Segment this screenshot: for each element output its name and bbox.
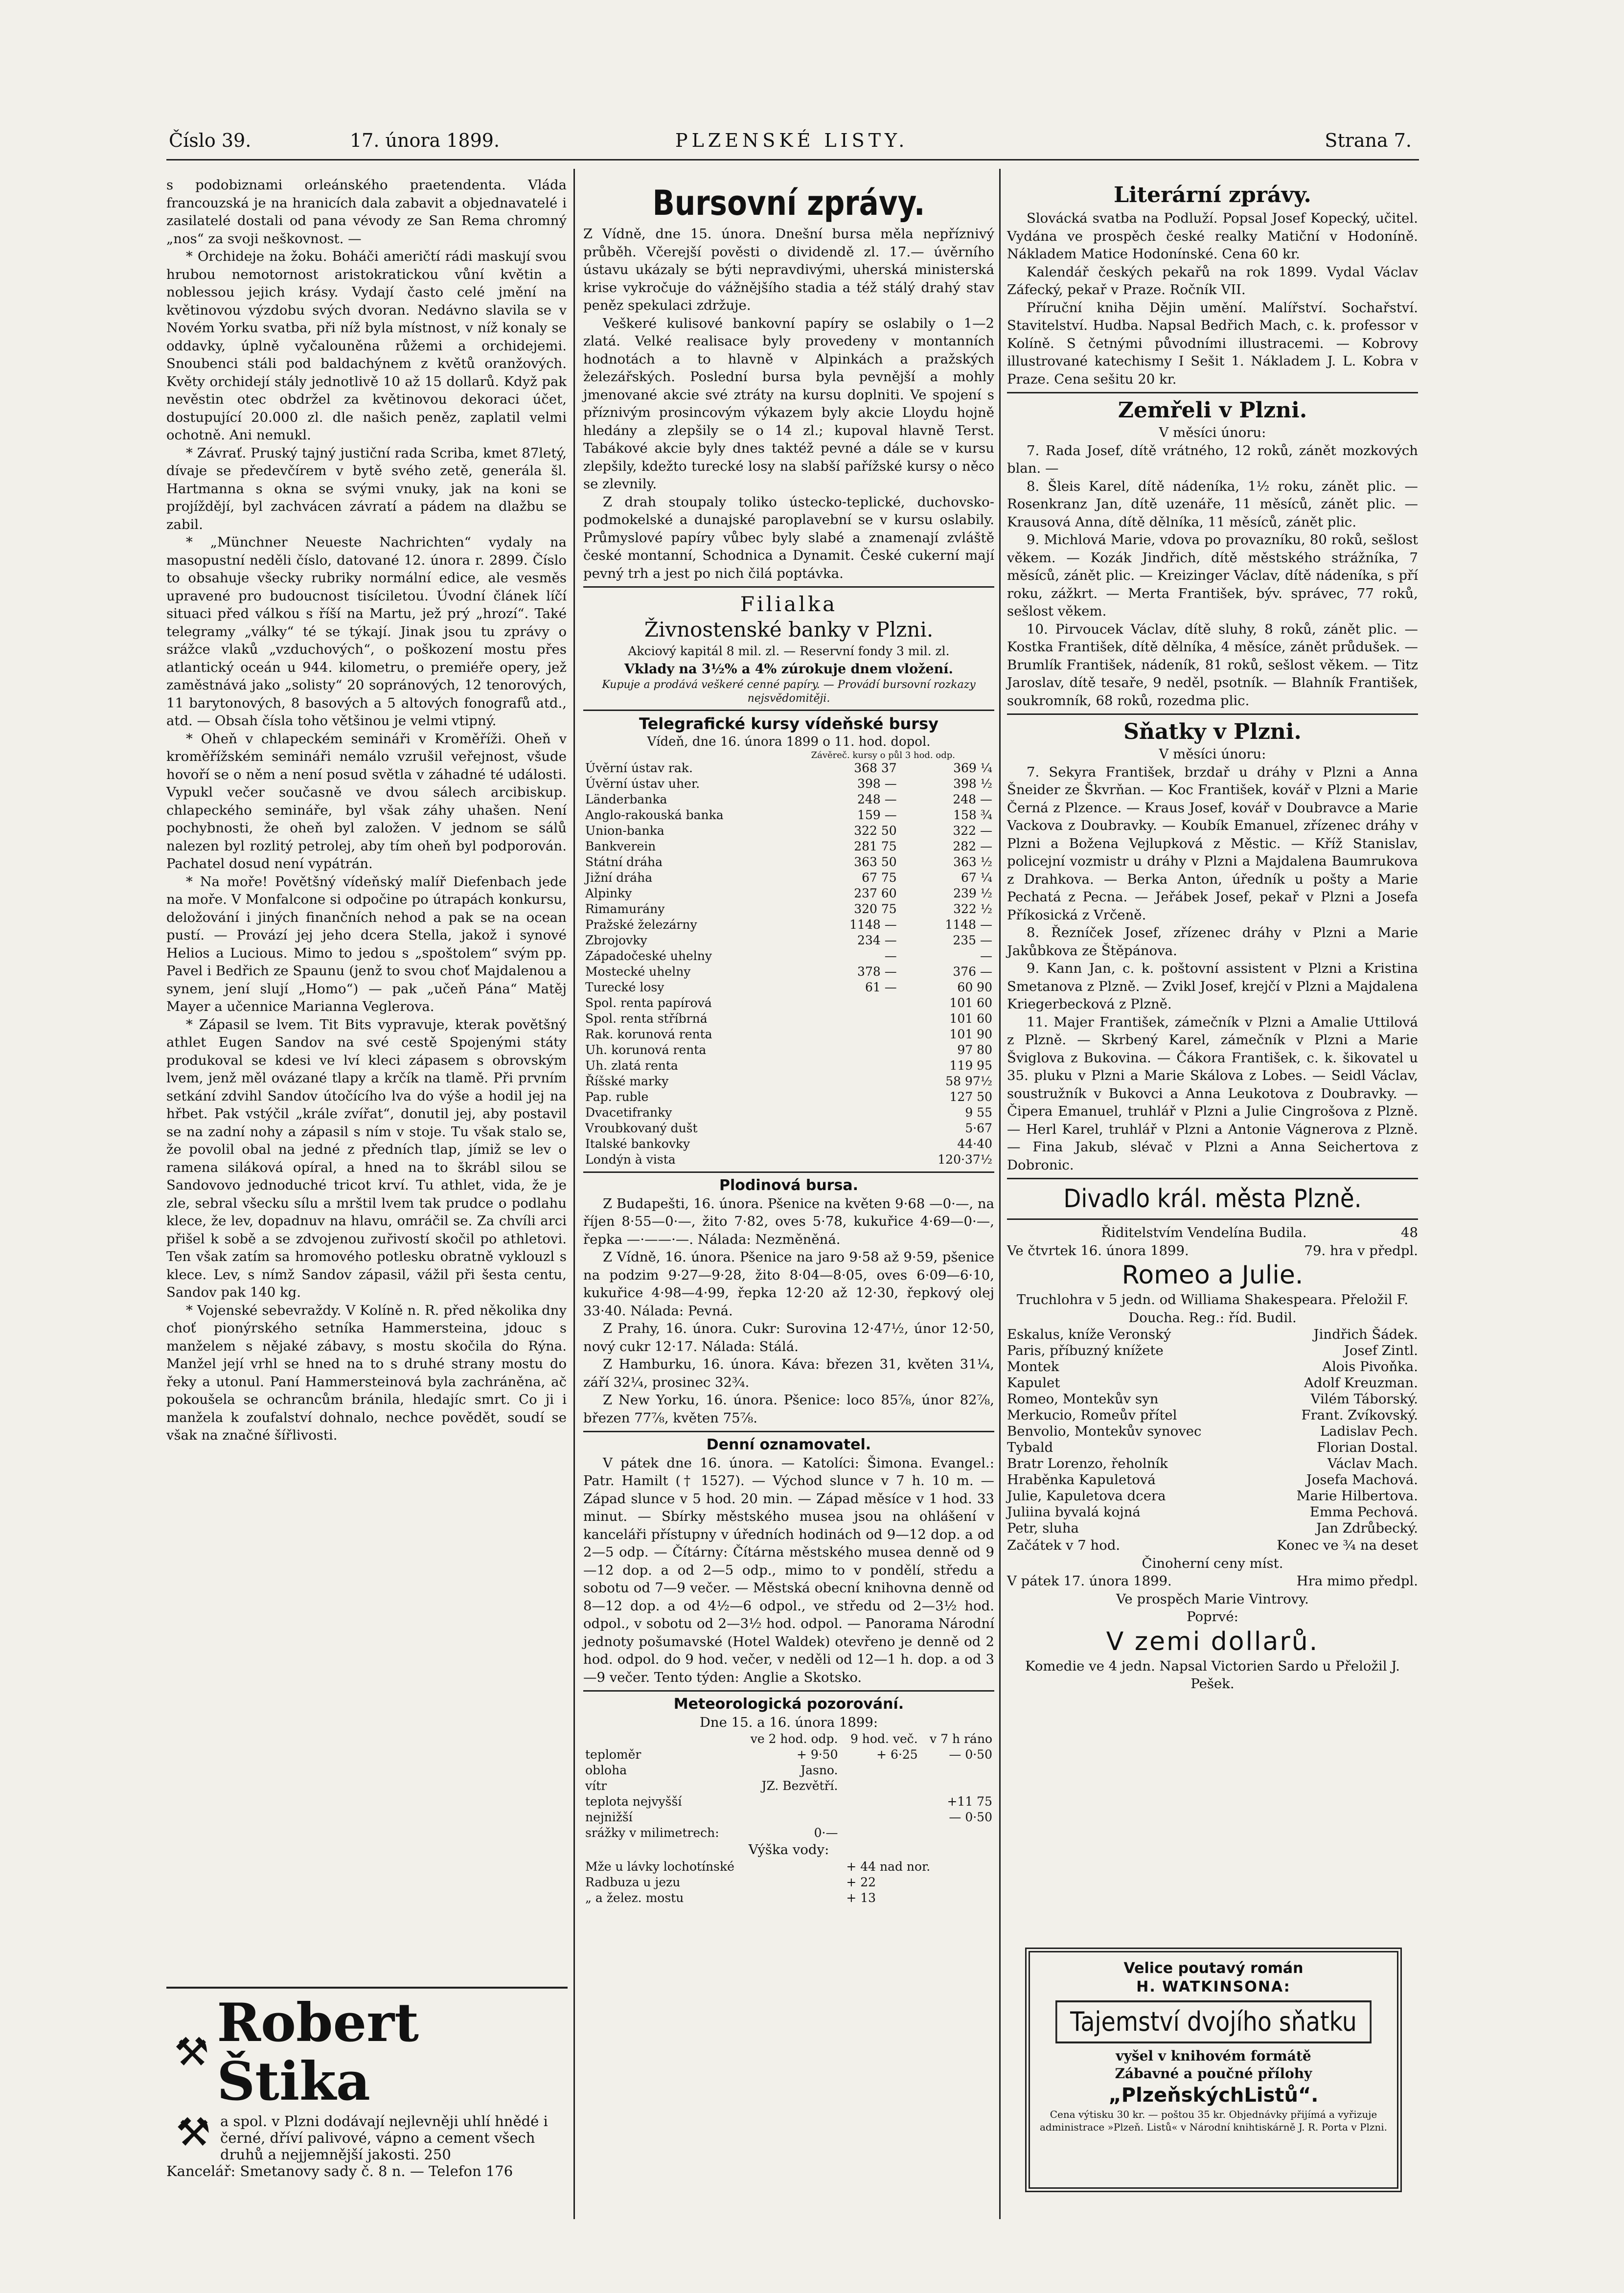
advertiser-details: a spol. v Plzni dodávají nejlevněji uhlí hnědé i černé, dříví palivové, vápno a cement všech druhů a nejjemnější jakosti. 250 <box>220 2113 548 2163</box>
rate-close: 67 ¼ <box>961 871 992 885</box>
cast-role: Bratr Lorenzo, řeholník <box>1007 1456 1168 1471</box>
literary-item: Příruční kniha Dějin umění. Malířství. Sochařství. Stavitelství. Hudba. Napsal Bedřich Mach, c. k. professor v Kolíně. S četnými původními illustracemi. — Kobrovy illustrované katechismy I Sešit 1. Nákladem J. L. Kobra v Praze. Cena sešitu 20 kr. <box>1007 299 1418 387</box>
table-row <box>583 980 994 995</box>
cast-actor: Frant. Zvíkovský. <box>1301 1407 1418 1423</box>
grain-item: Z Hamburku, 16. února. Káva: březen 31, květen 31¼, září 32¼, prosinec 32¾. <box>583 1356 994 1390</box>
theatre-number: 48 <box>1401 1225 1418 1240</box>
meteo-cell: teploměr <box>585 1747 641 1762</box>
grain-item: Z New Yorku, 16. února. Pšenice: loco 85⅞, únor 82⅞, březen 77⅞, květen 75⅞. <box>583 1392 994 1426</box>
play-description: Truchlohra v 5 jedn. od Williama Shakespeara. Přeložil F. Doucha. Reg.: říd. Budil. <box>1016 1292 1409 1326</box>
start-time: Začátek v 7 hod. <box>1007 1537 1121 1553</box>
rate-morning: 378 — <box>857 964 897 979</box>
meteo-cell <box>920 1763 994 1778</box>
cast-row <box>1007 1472 1418 1488</box>
deaths-item: 8. Šleis Karel, dítě nádeníka, 1½ roku, zánět plic. — Rosenkranz Jan, dítě uzenáře, 11 měsíců, zánět plic. — Krausová Anna, dítě dělníka, 11 měsíců, zánět plic. <box>1007 478 1418 530</box>
table-row <box>583 1747 994 1763</box>
marriages-item: 11. Majer František, zámečník v Plzni a Amalie Uttilová z Plzně. — Skrbený Karel, zámečník v Plzni a Marie Šviglova z Bukovina. — Čákora František, c. k. šikovatel u 35. pluku v Plzni a Marie Skálova z Lobes. — Seidl Václav, soustružník v Bukovci a Anna Leukotova z Doubravky. — Čipera Emanuel, truhlář v Plzni a Julie Cingrošova z Plzně. — Herl Karel, truhlář v Plzni a Antonie Vágnerova z Plzně. — Fina Jakub, slévač v Plzni a Anna Seichertova z Dobronic. <box>1007 1014 1418 1173</box>
cast-role: Romeo, Montekův syn <box>1007 1391 1159 1407</box>
meteo-cell: JZ. Bezvětří. <box>761 1779 838 1793</box>
advertiser-office: Kancelář: Smetanovy sady č. 8 n. — Telefon 176 <box>166 2163 513 2179</box>
meteo-cell: nejnižší <box>585 1810 633 1824</box>
cast-role: Paris, příbuzný knížete <box>1007 1343 1164 1358</box>
friday-date: V pátek 17. února 1899. <box>1007 1573 1172 1589</box>
cast-row <box>1007 1423 1418 1440</box>
meteo-cell: + 6·25 <box>876 1747 918 1762</box>
article-paragraph: * Oheň v chlapeckém semináři v Kroměříži. Oheň v kroměřížském semináři nemálo vzrušil veřejnost, všude hovoří se o něm a není posud světla v záhadné té události. Vypukl večer současně ve dvou sálech arcibiskup. chlapeckého semináře, byl však záhy uhašen. Není pochybnosti, že oheň byl založen. V jednom se sálů nalezen byl rozlitý petrolej, aby tím oheň byl podporován. Pachatel dosud není vypátrán. <box>166 731 567 871</box>
daily-title: Denní oznamovatel. <box>706 1436 871 1453</box>
novel-line-1: Velice poutavý román <box>1123 1960 1304 1977</box>
deaths-item: 10. Pirvoucek Václav, dítě sluhy, 8 roků, zánět plic. — Kostka František, dítě dělníka, 4 měsíce, zánět průdušek. — Brumlík František, nádeník, 81 roků, sešlost věkem. — Titz Jaroslav, dítě tesaře, 9 neděl, psotník. — Blahník František, soukromník, 68 roků, rozedma plic. <box>1007 621 1418 709</box>
rate-morning: — <box>884 949 897 963</box>
rate-name: Uh. korunová renta <box>585 1043 707 1057</box>
cast-actor: Jindřich Šádek. <box>1313 1327 1418 1342</box>
rate-morning: 234 — <box>857 933 897 947</box>
meteo-cell: vítr <box>585 1779 607 1793</box>
cast-actor: Václav Mach. <box>1327 1456 1418 1471</box>
theatre-subscription: 79. hra v předpl. <box>1304 1242 1418 1259</box>
crossed-hammers-icon: ⚒ <box>174 2029 209 2075</box>
theatre-title: Divadlo král. města Plzně. <box>1063 1184 1362 1214</box>
cast-role: Merkucio, Romeův přítel <box>1007 1407 1177 1423</box>
water-place: Mže u lávky lochotínské <box>585 1859 734 1874</box>
deaths-item: 9. Michlová Marie, vdova po provazníku, 80 roků, sešlost věkem. — Kozák Jindřich, dítě městského strážníka, 7 měsíců, zánět plic. — Kreizinger Václav, dítě nádeníka, s pří roku, zážkrt. — Merta František, býv. správec, 77 roků, sešlost věkem. <box>1007 532 1418 619</box>
meteo-cell <box>840 1794 920 1810</box>
rate-name: Länderbanka <box>585 792 667 806</box>
cast-row <box>1007 1391 1418 1407</box>
meteo-date: Dne 15. a 16. února 1899: <box>699 1714 878 1730</box>
novel-line-3: vyšel v knihovém formátě <box>1116 2048 1311 2064</box>
theatre-management: Řiditelstvím Vendelína Budila. <box>1101 1225 1307 1240</box>
rate-name: Státní dráha <box>585 855 663 869</box>
stika-advertisement <box>166 1987 568 2194</box>
cast-actor: Ladislav Pech. <box>1320 1423 1418 1439</box>
table-row <box>583 792 994 807</box>
filialka-title: Filialka <box>740 592 838 616</box>
novel-price: Cena výtisku 30 kr. — poštou 35 kr. Objednávky přijímá a vyřizuje administrace »Plzeň. Listů« v Národní knihtiskárně J. R. Porta v Plzni. <box>1039 2109 1388 2133</box>
meteo-cell <box>737 1794 840 1810</box>
rate-close: 5·67 <box>965 1121 992 1135</box>
advertiser-name: Robert Štika <box>217 1992 419 2112</box>
meteo-cell: — 0·50 <box>949 1747 992 1762</box>
meteo-cell: +11 75 <box>947 1794 992 1809</box>
rate-close: 322 — <box>953 824 992 838</box>
rate-name: Spol. renta stříbrná <box>585 1011 708 1026</box>
table-row <box>583 854 994 870</box>
literary-item: Slovácká svatba na Podluží. Popsal Josef Kopecký, učitel. Vydána ve prospěch české realky Matiční v Hodoníně. Nákladem Matice Hodonínské. Cena 60 kr. <box>1007 210 1418 262</box>
page-header <box>169 125 1412 154</box>
rate-close: 44·40 <box>957 1137 992 1151</box>
cast-actor: Emma Pechová. <box>1309 1504 1418 1520</box>
meteo-cell: Jasno. <box>801 1763 838 1777</box>
rate-name: Alpinky <box>585 886 632 900</box>
table-row <box>583 901 994 917</box>
rate-name: Rak. korunová renta <box>585 1027 712 1041</box>
rate-morning: 61 — <box>865 980 897 994</box>
deaths-subtitle: V měsíci únoru: <box>1159 425 1266 440</box>
newspaper-title: PLZENSKÉ LISTY. <box>675 130 909 151</box>
cast-role: Kapulet <box>1007 1375 1060 1391</box>
rate-morning: 363 50 <box>854 855 897 869</box>
cast-actor: Jan Zdrůbecký. <box>1316 1520 1418 1536</box>
cast-role: Juliina byvalá kojná <box>1007 1504 1141 1520</box>
meteo-cell <box>920 1778 994 1794</box>
column-2 <box>583 181 994 1906</box>
ticket-prices: Činoherní ceny míst. <box>1142 1555 1283 1571</box>
novel-advertisement <box>1025 1948 1402 2192</box>
article-paragraph: * „Münchner Neueste Nachrichten“ vydaly na masopustní neděli číslo, datované 12. února r. 2899. Číslo to obsahuje všecky rubriky normální edice, ale vesměs upravené pro budoucnost tisíciletou. Úvodní článek líčí situaci před válkou s říší na Martu, jež prý „hrozí“. Také telegramy „války“ té se týkají. Jinak jsou tu zprávy o srážce vlaků „vzduchových“, o poškození mostu přes atlantický oceán u 944. kilometru, o premiéře opery, jež zaměstnává jako „solisty“ 20 sopránových, 12 tenorových, 11 barytonových, 8 basových a 5 altových fonografů atd., atd. — Obsah čísla toho většinou je velmi vtipný. <box>166 534 567 729</box>
table-row <box>583 1074 994 1089</box>
marriages-title: Sňatky v Plzni. <box>1123 719 1302 744</box>
meteo-table <box>583 1731 994 1841</box>
rate-name: Pap. ruble <box>585 1090 649 1104</box>
rate-name: Uh. zlatá renta <box>585 1058 678 1073</box>
rate-morning <box>815 1058 899 1074</box>
rate-close: 60 90 <box>957 980 992 994</box>
table-row <box>583 948 994 964</box>
table-row <box>583 1763 994 1778</box>
grain-item: Z Budapešti, 16. února. Pšenice na květen 9·68 —0·—, na říjen 8·55—0·—, žito 7·82, oves 5·78, kukuřice 4·69—0·—, řepka —·——·—. Nálada: Nezměněná. <box>583 1195 994 1247</box>
novel-title: Tajemství dvojího sňatku <box>1055 2000 1372 2043</box>
bourse-paragraph: Z Vídně, dne 15. února. Dnešní bursa měla nepříznivý průběh. Včerejší pověsti o dividendě zl. 17.— úvěrního ústavu ukázaly se býti nepravdivými, uherská ministerská krise vykročuje do vážnějšího stadia a též stálý drahý stav peněz spekulaci zdržuje. <box>583 226 994 313</box>
cast-role: Julie, Kapuletova dcera <box>1007 1488 1166 1504</box>
rate-close: 97 80 <box>957 1043 992 1057</box>
table-row <box>583 1089 994 1105</box>
rate-close: 101 60 <box>949 996 992 1010</box>
cast-row <box>1007 1488 1418 1504</box>
table-row <box>583 1794 994 1810</box>
rate-name: Říšské marky <box>585 1074 669 1088</box>
meteo-cell: srážky v milimetrech: <box>585 1826 719 1840</box>
cast-actor: Marie Hilbertova. <box>1296 1488 1418 1504</box>
table-row <box>583 1859 994 1875</box>
table-row <box>583 1042 994 1058</box>
rate-name: Turecké losy <box>585 980 664 994</box>
table-row <box>583 995 994 1011</box>
cast-row <box>1007 1456 1418 1472</box>
meteo-cell <box>840 1810 920 1825</box>
rate-name: Západočeské uhelny <box>585 949 712 963</box>
article-paragraph: * Orchideje na žoku. Boháči američtí rádi maskují svou hrubou nemotornost aristokratickou vůní květin a noblessou jejich krásy. Vydají často celé jmění na květinovou výzdobu svých dvoran. Nedávno slavila se v Novém Yorku svatba, při níž byla místnost, v níž konaly se oddavky, úplně vyčalouněna růžemi a orchidejemi. Snoubenci stáli pod baldachýnem z květů oranžových. Květy orchidejí stály jednotlivě 10 až 15 dollarů. Když pak nevěstin otec obdržel za květinovou dekoraci účet, dostupující 20.000 zl. dle našich peněz, zaplatil velmi ochotně. Ani nemukl. <box>166 249 567 443</box>
rate-name: Londýn à vista <box>585 1152 676 1167</box>
rate-morning: 159 — <box>857 808 897 822</box>
grain-item: Z Vídně, 16. února. Pšenice na jaro 9·58 až 9·59, pšenice na podzim 9·27—9·28, žito 8·04—8·05, oves 6·09—6·10, kukuřice 4·98—4·99, řepka 12·20 až 12·30, řepkový olej 33·40. Nálada: Pevná. <box>583 1249 994 1319</box>
rate-morning <box>815 1089 899 1105</box>
rate-close: 322 ½ <box>953 902 992 916</box>
bank-capital: Akciový kapitál 8 mil. zl. — Reservní fondy 3 mil. zl. <box>628 644 950 658</box>
daily-text: V pátek dne 16. února. — Katolíci: Šimona. Evangel.: Patr. Hamilt († 1527). — Východ slunce v 7 h. 10 m. — Západ slunce v 5 hod. 20 min. — Západ měsíce v 1 hod. 33 minut. — Sbírky městského musea jsou na ohlášení v kanceláři přístupny v úředních hodinách od 9—12 dop. a od 2—5 odp. — Čítárny: Čítárna městského musea denně od 9—12 dop. a od 2—5 odp., mimo to v pondělí, středu a sobotu od 7—9 večer. — Městská obecní knihovna denně od 8—12 dop. a od 4½—6 odpol., ve středu od 2—3½ hod. odpol., v sobotu od 2—3½ hod. odpol. — Panorama Národní jednoty pošumavské (Hotel Waldek) otevřeno je denně od 2 hod. odpol. do 9 hod. večer, v neděli od 12—1 h. dop. a od 3—9 večer. Tento týden: Anglie a Skotsko. <box>583 1455 994 1685</box>
rate-morning: 398 — <box>857 777 897 791</box>
meteo-head: v 7 h ráno <box>930 1732 992 1746</box>
novel-line-4: Zábavné a poučné přílohy <box>1115 2065 1312 2082</box>
rate-morning: 322 50 <box>854 824 897 838</box>
benefit-note: Ve prospěch Marie Vintrovy. <box>1116 1591 1309 1607</box>
rate-name: Jižní dráha <box>585 871 653 885</box>
rate-close: 1148 — <box>945 917 992 932</box>
rate-close: 398 ½ <box>953 777 992 791</box>
article-paragraph: s podobiznami orleánského praetendenta. Vláda francouzská je na hranicích dala zabavit a objednavatelé i zasilatelé dostali od pana vévody ze San Rema chromný „nos“ za svoji neškovnost. — <box>166 177 567 247</box>
rate-close: 376 — <box>953 964 992 979</box>
theatre-date: Ve čtvrtek 16. února 1899. <box>1007 1242 1189 1259</box>
novel-author: H. WATKINSONA: <box>1136 1978 1291 1995</box>
meteo-cell <box>737 1810 840 1825</box>
rate-close: 158 ¾ <box>953 808 992 822</box>
rate-morning <box>815 1074 899 1089</box>
article-paragraph: * Zápasil se lvem. Tit Bits vypravuje, kterak povětšný athlet Eugen Sandov na své cestě Spojenými státy produkoval se kdesi ve lví kleci zápasem s obrovským lvem, jenž měl ovázané tlapy a krčík na tlamě. Při prvním setkání zdvihl Sandov útočícího lva do výše a hodil jej na hřbet. Pak vstýčil „krále zvířat“, donutil jej, aby postavil se na zadní nohy a zápasil s ním v stoje. Tu však stalo se, že povolil obal na jedné z předních tlap, jímiž se lev o ramena siláková opíral, a hned na to škrábl silou se Sandovovo jednoduché tricot krví. Tu athlet, vida, že je zle, sebral všecku sílu a mrštil lvem tak prudce o podlahu klece, že lev, dopadnuv na hlavu, omráčil se. Za chvíli arci přišel k sobě a se zdvojenou zuřivostí skočil po athletovi. Ten však zatím sa hromového potlesku obratně vyklouzl s klece. Lev, s nímž Sandov zápasil, vážil při šesta centu, Sandov pak 140 kg. <box>166 1016 567 1300</box>
rate-close: 58 97½ <box>945 1074 992 1088</box>
rate-close: 235 — <box>953 933 992 947</box>
table-row <box>583 933 994 948</box>
water-title: Výška vody: <box>748 1842 829 1857</box>
bourse-title: Bursovní zprávy. <box>652 183 925 223</box>
table-row <box>583 1731 994 1747</box>
water-table <box>583 1859 994 1906</box>
column-3 <box>1007 181 1418 1693</box>
cast-role: Petr, sluha <box>1007 1520 1079 1536</box>
cast-row <box>1007 1520 1418 1536</box>
table-row <box>583 839 994 854</box>
bourse-paragraph: Z drah stoupaly toliko ústecko-teplické, duchovsko-podmokelské a dunajské paroplavební se v kursu oslabily. Průmyslové papíry vůbec byly slabé a znamenají zvláště české montanní, Schodnica a Dynamit. České cukerní mají pevný trh a jest po nich čilá poptávka. <box>583 494 994 581</box>
bank-name: Živnostenské banky v Plzni. <box>644 618 934 642</box>
rate-name: Úvěrní ústav uher. <box>585 777 700 791</box>
rate-close: — <box>980 949 992 963</box>
table-row <box>583 1121 994 1136</box>
rate-close: 101 60 <box>949 1011 992 1026</box>
meteo-cell <box>920 1825 994 1841</box>
rates-date: Vídeň, dne 16. února 1899 o 11. hod. dopol. <box>647 734 931 749</box>
water-level: + 22 <box>846 1875 876 1889</box>
rate-close: 127 50 <box>949 1090 992 1104</box>
premiere-label: Poprvé: <box>1187 1609 1238 1625</box>
column-divider-2 <box>999 169 1001 2219</box>
rate-morning <box>815 1136 899 1152</box>
cast-actor: Alois Pivoňka. <box>1322 1359 1418 1375</box>
rate-close: 369 ¼ <box>953 761 992 775</box>
table-row <box>583 1152 994 1168</box>
rate-morning <box>815 995 899 1011</box>
table-row <box>583 776 994 792</box>
meteo-head-blank <box>583 1731 737 1747</box>
cast-actor: Adolf Kreuzman. <box>1304 1375 1418 1391</box>
meteo-cell: teplota nejvyšší <box>585 1794 682 1809</box>
rate-name: Bankverein <box>585 839 656 853</box>
rate-name: Zbrojovky <box>585 933 647 947</box>
table-row <box>583 1058 994 1074</box>
rate-morning <box>815 1121 899 1136</box>
table-row <box>583 807 994 823</box>
rate-close: 120·37½ <box>938 1152 992 1167</box>
rate-close: 363 ½ <box>953 855 992 869</box>
table-row <box>583 1875 994 1890</box>
literary-item: Kalendář českých pekařů na rok 1899. Vydal Václav Záfecký, pekař v Praze. Ročník VII. <box>1007 264 1418 298</box>
table-row <box>583 760 994 776</box>
rate-close: 239 ½ <box>953 886 992 900</box>
article-paragraph: * Vojenské sebevraždy. V Kolíně n. R. před několika dny choť pionýrského setníka Hammersteina, jdouc s manželem s nějaké zábavy, s mostu skočila do Rýna. Manžel její vrhl se hned na to s druhé strany mostu do řeky a utonul. Paní Hammersteinová byla zachráněna, ač pokoušela se ochrancům bránila, hledajíc smrt. Co ji i manžela k zoufalství dohnalo, nechce povědět, soudí se však na značné šířlivosti. <box>166 1302 567 1443</box>
column-1 <box>166 176 567 1445</box>
table-row <box>583 1810 994 1825</box>
table-row <box>583 964 994 980</box>
cast-row <box>1007 1504 1418 1520</box>
meteo-cell: 0·— <box>814 1826 838 1840</box>
bourse-paragraph: Veškeré kulisové bankovní papíry se oslabily o 1—2 zlatá. Velké realisace byly provedeny v montanních hodnotách a to hlavně v Alpinkách a pražských železářských. Poslední bursa byla pevnější a mohly jmenované akcie své ztráty na kursu doplniti. Ve spojení s příznivým prosincovým výkazem byly akcie Lloydu hojně hledány a zlepšily se o 14 zl.; kupoval hlavně Terst. Tabákové akcie byly dnes taktéž pevné a dále se v kursu zlepšily, kdežto turecké losy na slabší pařížské kursy o něco se zlevnily. <box>583 315 994 492</box>
rate-morning: 1148 — <box>849 917 897 932</box>
rate-morning <box>815 1027 899 1042</box>
rate-morning: 281 75 <box>854 839 897 853</box>
marriages-subtitle: V měsíci únoru: <box>1159 746 1266 762</box>
play-title: Romeo a Julie. <box>1121 1261 1304 1290</box>
rate-close: 9 55 <box>965 1105 992 1120</box>
cast-row <box>1007 1375 1418 1391</box>
meteo-cell: — 0·50 <box>949 1810 992 1824</box>
page-number: Strana 7. <box>1325 130 1412 151</box>
meteo-head: ve 2 hod. odp. <box>750 1732 838 1746</box>
rate-name: Úvěrní ústav rak. <box>585 761 693 775</box>
water-place: Radbuza u jezu <box>585 1875 681 1889</box>
meteo-head: 9 hod. več. <box>850 1732 918 1746</box>
table-row <box>583 886 994 901</box>
rate-morning <box>815 1152 899 1168</box>
cast-row <box>1007 1359 1418 1375</box>
table-row <box>583 1890 994 1906</box>
meteo-cell <box>840 1763 920 1778</box>
literary-title: Literární zprávy. <box>1114 183 1311 207</box>
cast-actor: Florian Dostal. <box>1317 1440 1418 1455</box>
marriages-item: 9. Kann Jan, c. k. poštovní assistent v Plzni a Kristina Smetanova z Plzně. — Zvikl Josef, krejčí v Plzni a Majdalena Kriegerbecková z Plzně. <box>1007 961 1418 1012</box>
rate-morning <box>815 1011 899 1027</box>
rate-name: Spol. renta papírová <box>585 996 712 1010</box>
issue-number: Číslo 39. <box>169 130 252 151</box>
rate-name: Dvacetifranky <box>585 1105 672 1120</box>
grain-title: Plodinová bursa. <box>719 1177 858 1194</box>
cast-actor: Josef Zintl. <box>1344 1343 1418 1358</box>
water-level: + 44 nad nor. <box>846 1859 931 1874</box>
crossed-hammers-icon: ⚒ <box>176 2110 211 2155</box>
marriages-item: 8. Řezníček Josef, zřízenec dráhy v Plzni a Marie Jakůbkova ze Štěpánova. <box>1007 925 1418 959</box>
table-row <box>583 1105 994 1121</box>
rate-morning: 67 75 <box>862 871 897 885</box>
table-row <box>583 1136 994 1152</box>
rate-close: 119 95 <box>949 1058 992 1073</box>
deaths-title: Zemřeli v Plzni. <box>1118 398 1307 423</box>
table-row <box>583 1825 994 1841</box>
table-row <box>583 917 994 933</box>
cast-role: Benvolio, Montekův synovec <box>1007 1423 1202 1439</box>
rate-close: 101 90 <box>949 1027 992 1041</box>
rate-name: Anglo-rakouská banka <box>585 808 724 822</box>
table-row <box>583 823 994 839</box>
rate-name: Italské bankovky <box>585 1137 690 1151</box>
second-play-title: V zemi dollarů. <box>1106 1627 1319 1656</box>
rate-morning: 237 60 <box>854 886 897 900</box>
novel-line-5: „PlzeňskýchListů“. <box>1108 2084 1319 2107</box>
rate-name: Vroubkovaný dušt <box>585 1121 698 1135</box>
rate-morning <box>815 1042 899 1058</box>
rate-close: 248 — <box>953 792 992 806</box>
meteo-cell: obloha <box>585 1763 627 1777</box>
column-divider-1 <box>573 169 575 2219</box>
table-row <box>583 1027 994 1042</box>
cast-actor: Vilém Táborský. <box>1310 1391 1418 1407</box>
cast-role: Eskalus, kníže Veronský <box>1007 1327 1171 1342</box>
cast-role: Montek <box>1007 1359 1059 1375</box>
rates-column-head: Závěreč. kursy o půl 3 hod. odp. <box>811 750 955 760</box>
meteo-cell <box>840 1825 920 1841</box>
rate-morning: 368 37 <box>854 761 897 775</box>
second-play-description: Komedie ve 4 jedn. Napsal Victorien Sardo u Přeložil J. Pešek. <box>1025 1658 1400 1692</box>
meteo-cell <box>840 1778 920 1794</box>
deaths-item: 7. Rada Josef, dítě vrátného, 12 roků, zánět mozkových blan. — <box>1007 442 1418 476</box>
rate-close: 282 — <box>953 839 992 853</box>
bank-deposits: Vklady na 3½% a 4% zúrokuje dnem vložení. <box>624 661 953 677</box>
article-paragraph: * Závrať. Pruský tajný justiční rada Scriba, kmet 87letý, dívaje se předevčírem v bytě svého zetě, generála šl. Hartmanna s okna se svými vnuky, jak na koni se projíždějí, byl zachvácen závratí a pádem na dlažbu se zabil. <box>166 445 567 532</box>
bank-note: Kupuje a prodává veškeré cenné papíry. — Provádí bursovní rozkazy nejsvědomitěji. <box>602 679 976 705</box>
grain-item: Z Prahy, 16. února. Cukr: Surovina 12·47½, únor 12·50, nový cukr 12·17. Nálada: Stálá. <box>583 1321 994 1354</box>
cast-actor: Josefa Machová. <box>1306 1472 1418 1488</box>
rate-name: Union-banka <box>585 824 664 838</box>
water-place: „ a želez. mostu <box>585 1890 684 1905</box>
cast-row <box>1007 1407 1418 1423</box>
rates-title: Telegrafické kursy vídeňské bursy <box>639 714 938 733</box>
marriages-item: 7. Sekyra František, brzdař u dráhy v Plzni a Anna Šneider ze Škvrňan. — Koc František, kovář v Plzni a Marie Černá z Plzence. — Kraus Josef, kovář v Doubravce a Marie Vackova z Doubravky. — Koubík Emanuel, zřízenec dráhy v Plzni a Božena Vejlupková z Městic. — Kříž Stanislav, policejní vozmistr u dráhy v Plzni a Majdalena Baumrukova z Drahkova. — Berka Anton, úředník u pošty a Marie Pechatá z Pecna. — Jeřábek Josef, pekař v Plzni a Josefa Příkosická z Vrčeně. <box>1007 764 1418 923</box>
cast-role: Hraběnka Kapuletová <box>1007 1472 1156 1488</box>
water-level: + 13 <box>846 1890 876 1905</box>
meteo-cell: + 9·50 <box>796 1747 838 1762</box>
table-row <box>583 1778 994 1794</box>
table-row <box>583 870 994 886</box>
rate-name: Rimamurány <box>585 902 665 916</box>
header-rule <box>166 159 1419 161</box>
friday-note: Hra mimo předpl. <box>1296 1573 1418 1589</box>
cast-role: Tybald <box>1007 1440 1053 1455</box>
article-paragraph: * Na moře! Povětšný vídeňský malíř Diefenbach jede na moře. V Monfalcone si odpočine po útrapách konkursu, deložování i jiných finančních nehod a pak se na ocean pustí. — Provází jej jeho dcera Stella, jakož i synové Helios a Lucious. Mimo to jedou s „spoštolem“ svým pp. Pavel i Bedřich ze Spaunu (jenž to svou choť Majdalenou a synem, jení slují „Homo“) — pak „učeň Pána“ Matěj Mayer a učennice Marianna Veglerova. <box>166 873 567 1014</box>
rates-table <box>583 760 994 1168</box>
cast-row <box>1007 1343 1418 1359</box>
cast-row <box>1007 1440 1418 1456</box>
end-time: Konec ve ¾ na deset <box>1277 1537 1418 1553</box>
rate-morning <box>815 1105 899 1121</box>
cast-row <box>1007 1327 1418 1343</box>
table-row <box>583 1011 994 1027</box>
rate-name: Mostecké uhelny <box>585 964 691 979</box>
issue-date: 17. února 1899. <box>350 130 500 151</box>
rate-morning: 320 75 <box>854 902 897 916</box>
meteo-title: Meteorologická pozorování. <box>673 1696 904 1713</box>
rate-morning: 248 — <box>857 792 897 806</box>
rate-name: Pražské železárny <box>585 917 697 932</box>
